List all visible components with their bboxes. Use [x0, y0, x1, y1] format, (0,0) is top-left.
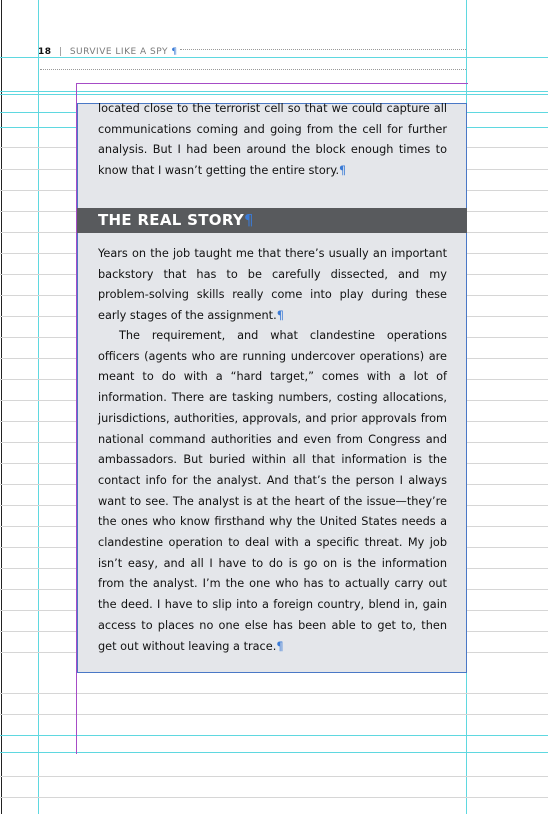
pilcrow-icon: ¶: [339, 164, 347, 178]
pilcrow-icon: ¶: [276, 309, 284, 323]
left-margin-guide: [38, 0, 39, 814]
running-head-separator: |: [58, 47, 63, 57]
baseline-grid-line: [0, 776, 548, 777]
pilcrow-icon: ¶: [244, 211, 254, 229]
pilcrow-icon: ¶: [276, 639, 284, 653]
baseline-grid-line: [0, 797, 548, 798]
paragraph-text: The requirement, and what clandestine operations officers (agents who are running undercover operations) are meant to do with a “hard target,” comes with a lot of information. There are tasking numbers, costing allocations, jurisdictions, authorities, approvals, and prior approvals from national command authorities and even from Congress and ambassadors. But buried within all that information is the contact info for the analyst. And that’s the person I always want to see. The analyst is at the heart of the issue—they’re the ones who know firsthand why the United States needs a clandestine operation to deal with a specific threat. My job isn’t easy, and all I have to do is go on is the information from the analyst. I’m the one who has to actually carry out the deed. I have to slip into a foreign country, blend in, gain access to places no one else has been able to get to, then get out without leaving a trace.: [98, 329, 447, 653]
heading-label: THE REAL STORY: [98, 211, 245, 229]
paragraph-intro[interactable]: [98, 244, 447, 327]
paragraph-text: located close to the terrorist cell so that we could capture all communications coming and going from the cell for further analysis. But I had been around the block enough times to know that I wasn’t getting the entire story.: [98, 102, 447, 178]
paragraph-continued[interactable]: [98, 99, 447, 182]
section-heading[interactable]: [98, 211, 254, 229]
guide-line: [0, 57, 548, 58]
left-edge-guide: [1, 0, 2, 814]
header-dotted-rule: [40, 69, 466, 70]
paragraph-text: Years on the job taught me that there’s usually an important backstory that has to be carefully dissected, and my problem-solving skills really come into play during these early stages of the assignment.: [98, 247, 447, 323]
pilcrow-icon: ¶: [171, 47, 178, 57]
page-number: 18: [38, 47, 52, 57]
book-title: SURVIVE LIKE A SPY: [69, 47, 168, 57]
running-head-dotted-rule: [180, 49, 466, 50]
running-head: [38, 47, 178, 57]
paragraph-body[interactable]: [98, 326, 447, 657]
